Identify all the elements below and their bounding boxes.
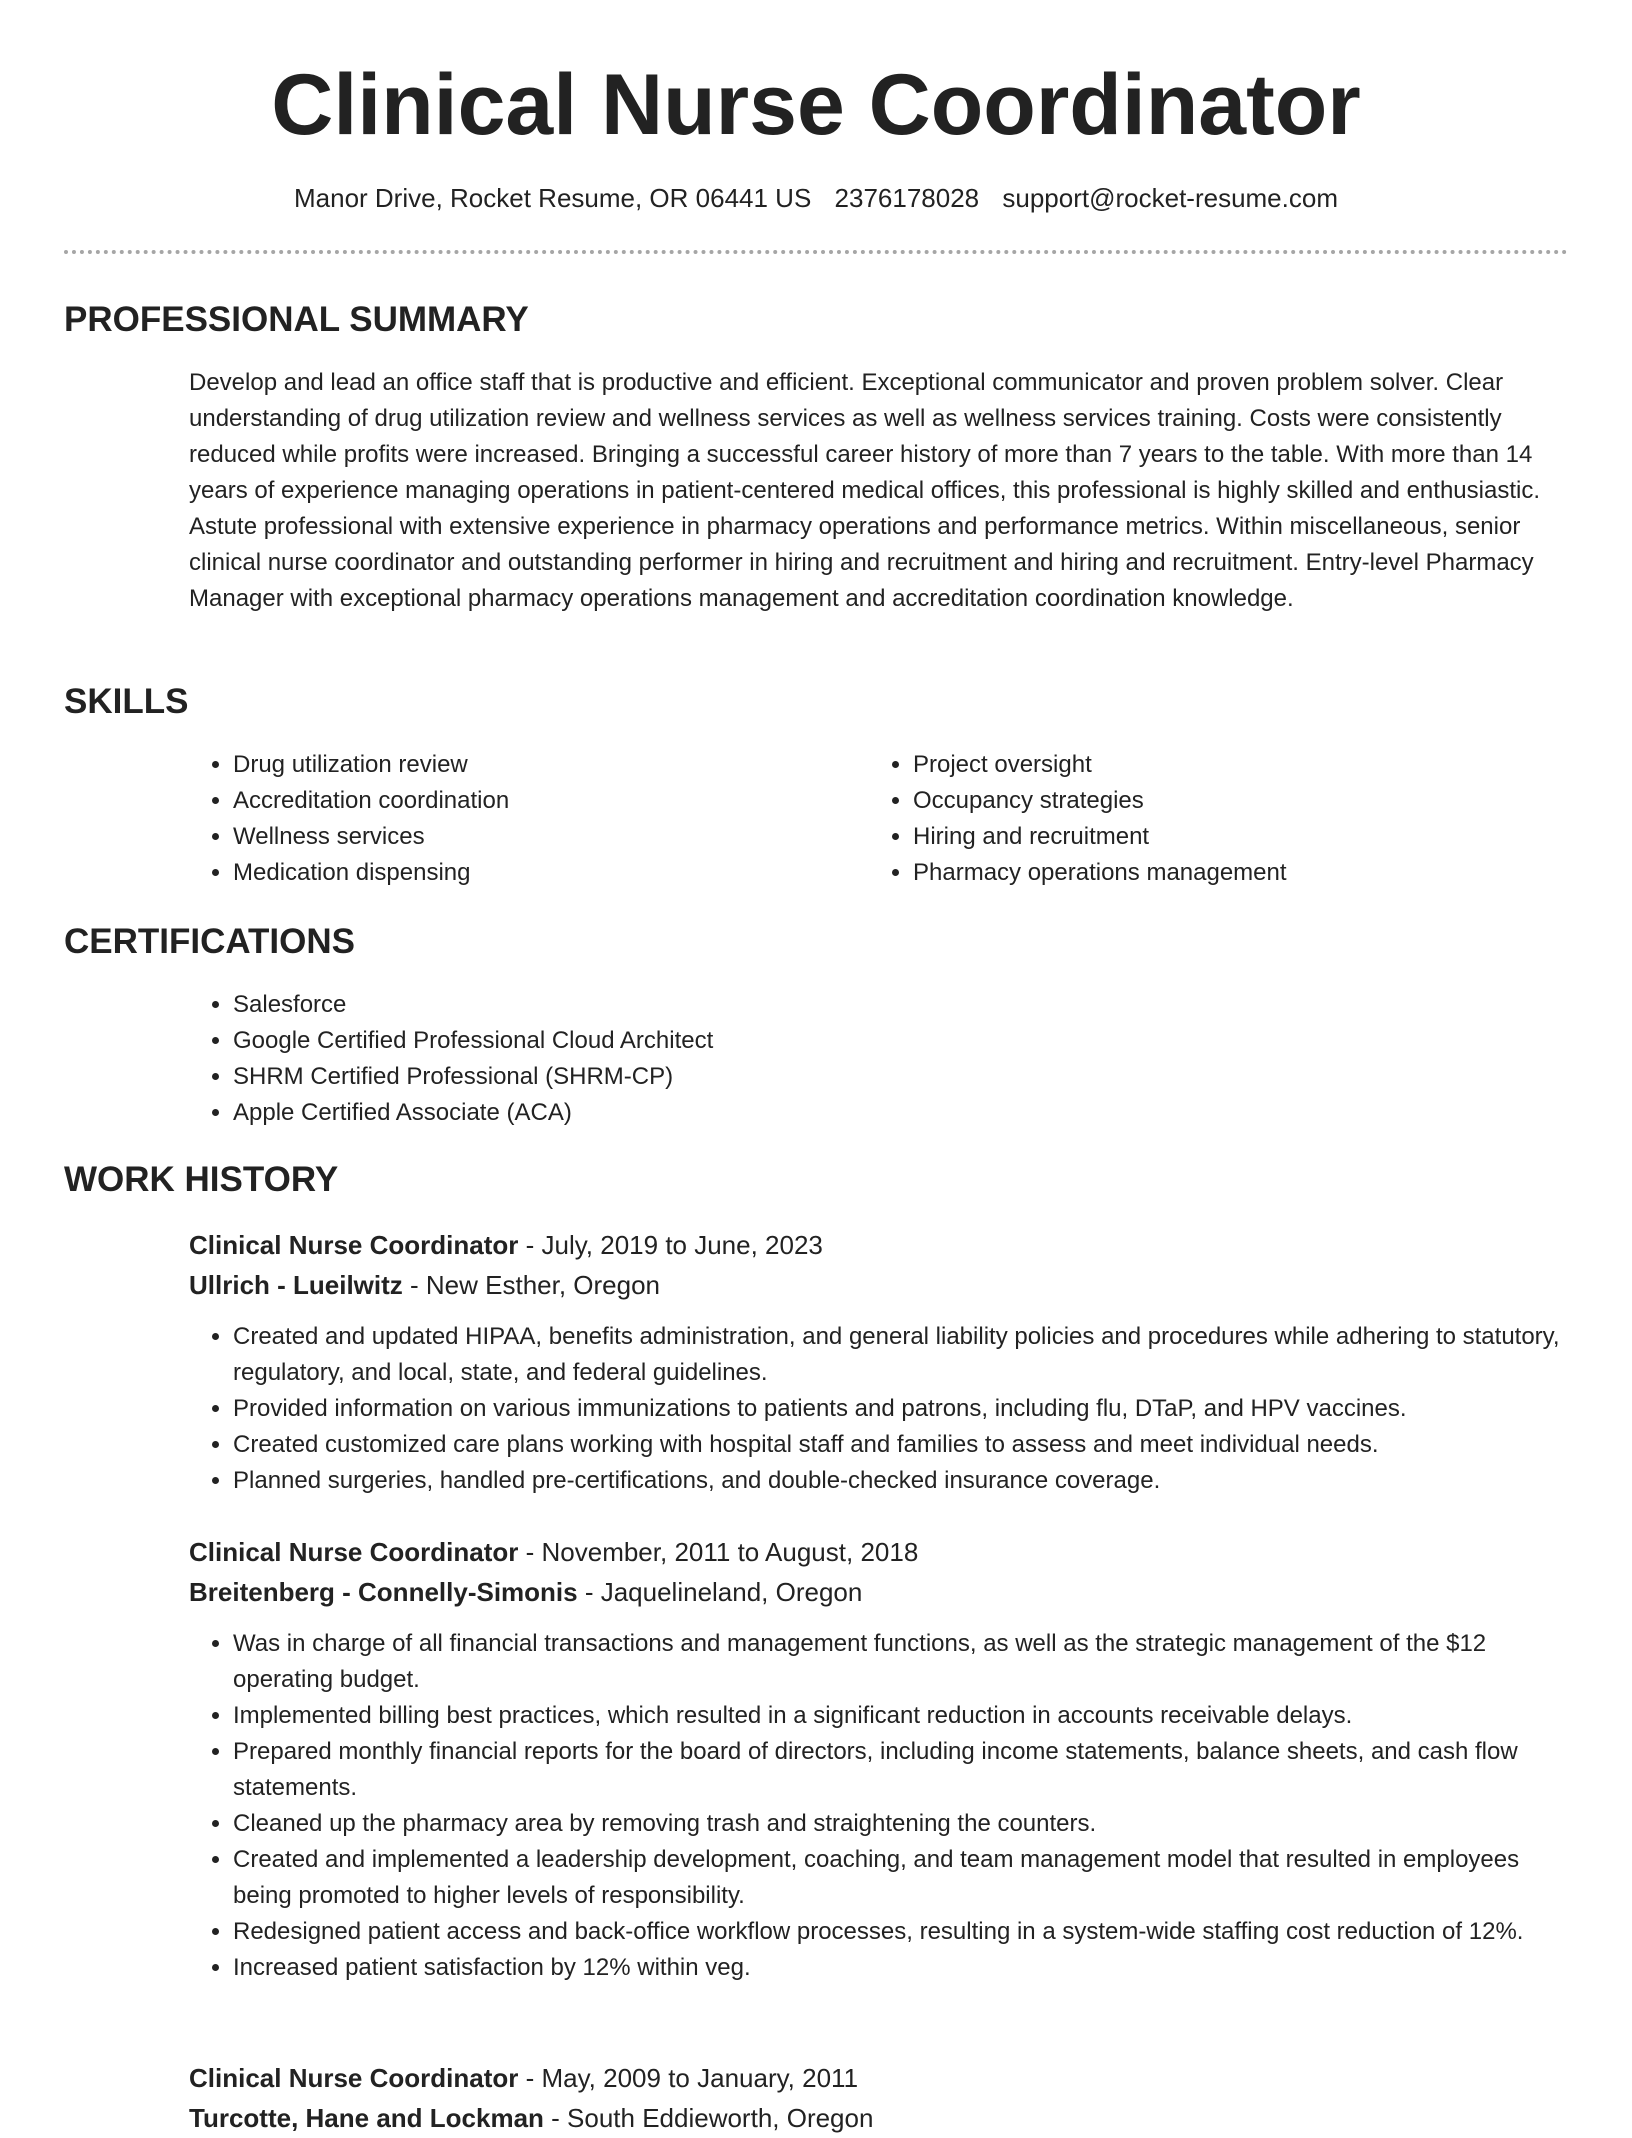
skill-item: • Drug utilization review [233, 747, 509, 783]
certifications-block [189, 987, 713, 1131]
job-bullets [189, 1626, 1569, 1986]
job-entry [189, 2058, 1569, 2138]
job-bullet: • Created customized care plans working with hospital staff and families to assess and meet individual needs. [233, 1427, 1569, 1463]
contact-email: support@rocket-resume.com [1002, 183, 1338, 213]
job-bullet: • Increased patient satisfaction by 12% within veg. [233, 1950, 1569, 1986]
job-title-line [189, 1225, 1569, 1265]
skill-item: • Wellness services [233, 819, 509, 855]
skills-heading: SKILLS [64, 682, 189, 721]
job-bullet: • Redesigned patient access and back-office workflow processes, resulting in a system-wide staffing cost reduction of 12%. [233, 1914, 1569, 1950]
skill-item: • Occupancy strategies [913, 783, 1287, 819]
certification-item: • Salesforce [233, 987, 713, 1023]
job-bullet: • Prepared monthly financial reports for the board of directors, including income statements, balance sheets, and cash flow statements. [233, 1734, 1569, 1806]
work-history-heading: WORK HISTORY [64, 1160, 339, 1199]
skill-item: • Project oversight [913, 747, 1287, 783]
certifications-list [189, 987, 713, 1131]
header-divider [64, 250, 1568, 254]
job-title-line [189, 2058, 1569, 2098]
job-company-line [189, 2098, 1569, 2138]
job-title-line [189, 1532, 1569, 1572]
job-dates: - May, 2009 to January, 2011 [518, 2063, 859, 2093]
job-dates: - July, 2019 to June, 2023 [518, 1230, 823, 1260]
job-bullet: • Created and implemented a leadership development, coaching, and team management model that resulted in employees being promoted to higher levels of responsibility. [233, 1842, 1569, 1914]
job-dates: - November, 2011 to August, 2018 [518, 1537, 919, 1567]
job-role: Clinical Nurse Coordinator [189, 2063, 519, 2093]
skill-item: • Hiring and recruitment [913, 819, 1287, 855]
skills-right-column [869, 747, 1287, 891]
skill-item: • Pharmacy operations management [913, 855, 1287, 891]
job-role: Clinical Nurse Coordinator [189, 1537, 519, 1567]
job-bullet: • Provided information on various immunizations to patients and patrons, including flu, DTaP, and HPV vaccines. [233, 1391, 1569, 1427]
job-location: - New Esther, Oregon [402, 1270, 661, 1300]
skills-right-list [869, 747, 1287, 891]
job-company: Turcotte, Hane and Lockman [189, 2103, 544, 2133]
job-bullet: • Was in charge of all financial transactions and management functions, as well as the strategic management of the $12 operating budget. [233, 1626, 1569, 1698]
contact-address: Manor Drive, Rocket Resume, OR 06441 US [293, 183, 812, 213]
job-entry [189, 1225, 1569, 1499]
job-role: Clinical Nurse Coordinator [189, 1230, 519, 1260]
job-company-line [189, 1572, 1569, 1612]
job-location: - Jaquelineland, Oregon [577, 1577, 863, 1607]
job-bullet: • Planned surgeries, handled pre-certifications, and double-checked insurance coverage. [233, 1463, 1569, 1499]
contact-line [0, 180, 1632, 216]
skill-item: • Accreditation coordination [233, 783, 509, 819]
job-bullet: • Cleaned up the pharmacy area by removing trash and straightening the counters. [233, 1806, 1569, 1842]
certification-item: • Google Certified Professional Cloud Architect [233, 1023, 713, 1059]
job-company-line [189, 1265, 1569, 1305]
skills-left-list [189, 747, 509, 891]
job-company: Ullrich - Lueilwitz [189, 1270, 403, 1300]
certification-item: • Apple Certified Associate (ACA) [233, 1095, 713, 1131]
job-bullet: • Implemented billing best practices, which resulted in a significant reduction in accounts receivable delays. [233, 1698, 1569, 1734]
certifications-heading: CERTIFICATIONS [64, 922, 356, 961]
skills-left-column [189, 747, 509, 891]
candidate-name: Clinical Nurse Coordinator [271, 57, 1361, 153]
job-entry [189, 1532, 1569, 1986]
skill-item: • Medication dispensing [233, 855, 509, 891]
job-location: - South Eddieworth, Oregon [543, 2103, 874, 2133]
job-bullet: • Created and updated HIPAA, benefits administration, and general liability policies and procedures while adhering to statutory, regulatory, and local, state, and federal guidelines. [233, 1319, 1569, 1391]
job-company: Breitenberg - Connelly-Simonis [189, 1577, 578, 1607]
summary-text: Develop and lead an office staff that is productive and efficient. Exceptional communicator and proven problem solver. Clear understanding of drug utilization review and wellness services as well as wellness services training. Costs were consistently reduced while profits were increased. Bringing a successful career history of more than 7 years to the table. With more than 14 years of experience managing operations in patient-centered medical offices, this professional is highly skilled and enthusiastic. Astute professional with extensive experience in pharmacy operations and performance metrics. Within miscellaneous, senior clinical nurse coordinator and outstanding performer in hiring and recruitment and hiring and recruitment. Entry-level Pharmacy Manager with exceptional pharmacy operations management and accreditation coordination knowledge. [189, 369, 1540, 612]
job-bullets [189, 1319, 1569, 1499]
summary-heading: PROFESSIONAL SUMMARY [64, 300, 529, 339]
contact-phone: 2376178028 [834, 183, 980, 213]
certification-item: • SHRM Certified Professional (SHRM-CP) [233, 1059, 713, 1095]
